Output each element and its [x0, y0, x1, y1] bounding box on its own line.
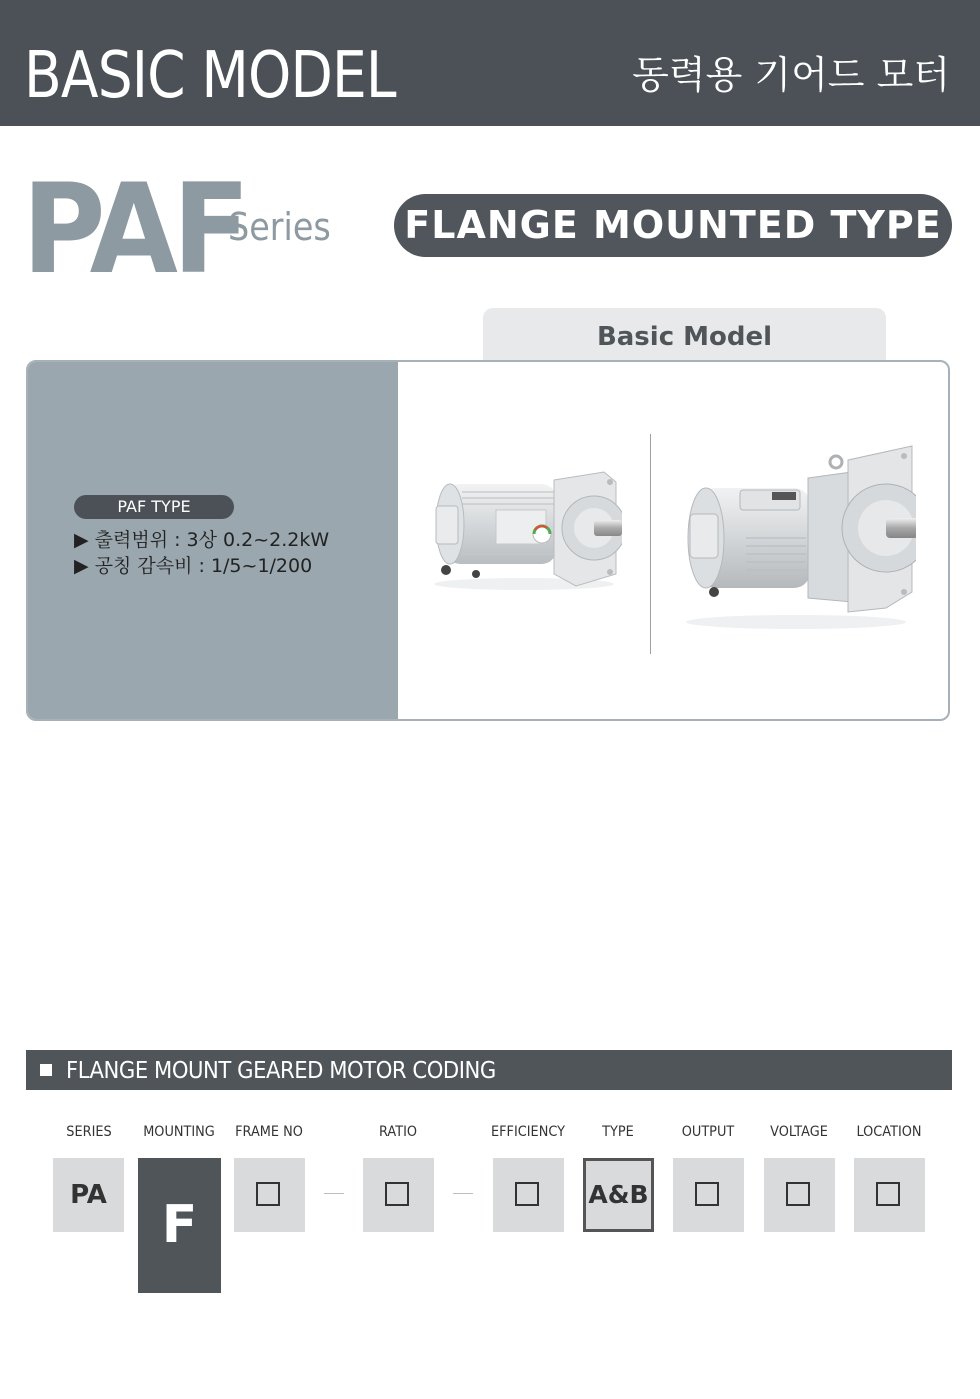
image-divider: [650, 434, 651, 654]
basic-model-tab: Basic Model: [483, 308, 886, 362]
series-suffix: Series: [228, 205, 331, 249]
coding-section-header: [26, 1050, 952, 1090]
code-box-voltage: [764, 1158, 835, 1232]
code-label-type: TYPE: [602, 1124, 634, 1140]
code-box-series: [53, 1158, 124, 1232]
placeholder-square-icon: [515, 1182, 539, 1206]
page-subtitle: 동력용 기어드 모터: [632, 53, 950, 97]
type-badge: PAF TYPE: [74, 495, 234, 519]
code-label-output: OUTPUT: [681, 1124, 735, 1140]
header-bar: [0, 0, 980, 126]
geared-motor-small-image: [426, 462, 622, 592]
code-label-efficiency: EFFICIENCY: [491, 1124, 565, 1140]
code-label-mounting: MOUNTING: [143, 1124, 215, 1140]
code-box-mounting: [138, 1158, 221, 1293]
code-box-ratio: [363, 1158, 434, 1232]
mount-type-badge: FLANGE MOUNTED TYPE: [394, 194, 952, 257]
placeholder-square-icon: [786, 1182, 810, 1206]
code-value-type: A&B: [588, 1180, 649, 1209]
code-value-series: PA: [70, 1180, 107, 1210]
code-box-location: [854, 1158, 925, 1232]
code-box-efficiency: [493, 1158, 564, 1232]
placeholder-square-icon: [256, 1182, 280, 1206]
spec-area: [28, 362, 398, 719]
code-box-type: [583, 1158, 654, 1232]
code-box-frame-no: [234, 1158, 305, 1232]
placeholder-square-icon: [695, 1182, 719, 1206]
code-label-series: SERIES: [66, 1124, 112, 1140]
series-name: PAF: [22, 158, 245, 302]
code-label-ratio: RATIO: [378, 1124, 418, 1140]
code-label-location: LOCATION: [856, 1124, 922, 1140]
spec-output-range: ▶ 출력범위 : 3상 0.2~2.2kW: [74, 529, 330, 551]
code-label-frame-no: FRAME NO: [235, 1124, 303, 1140]
product-panel: [26, 360, 950, 721]
separator-dash: [453, 1193, 473, 1194]
placeholder-square-icon: [876, 1182, 900, 1206]
code-box-output: [673, 1158, 744, 1232]
placeholder-square-icon: [385, 1182, 409, 1206]
geared-motor-large-image: [676, 442, 916, 632]
bullet-square-icon: [40, 1064, 52, 1076]
code-label-voltage: VOLTAGE: [770, 1124, 828, 1140]
separator-dash: [324, 1193, 344, 1194]
coding-title: FLANGE MOUNT GEARED MOTOR CODING: [66, 1058, 496, 1084]
code-value-mounting: F: [161, 1195, 198, 1255]
page-title: BASIC MODEL: [24, 39, 396, 113]
spec-ratio: ▶ 공칭 감속비 : 1/5~1/200: [74, 555, 313, 577]
